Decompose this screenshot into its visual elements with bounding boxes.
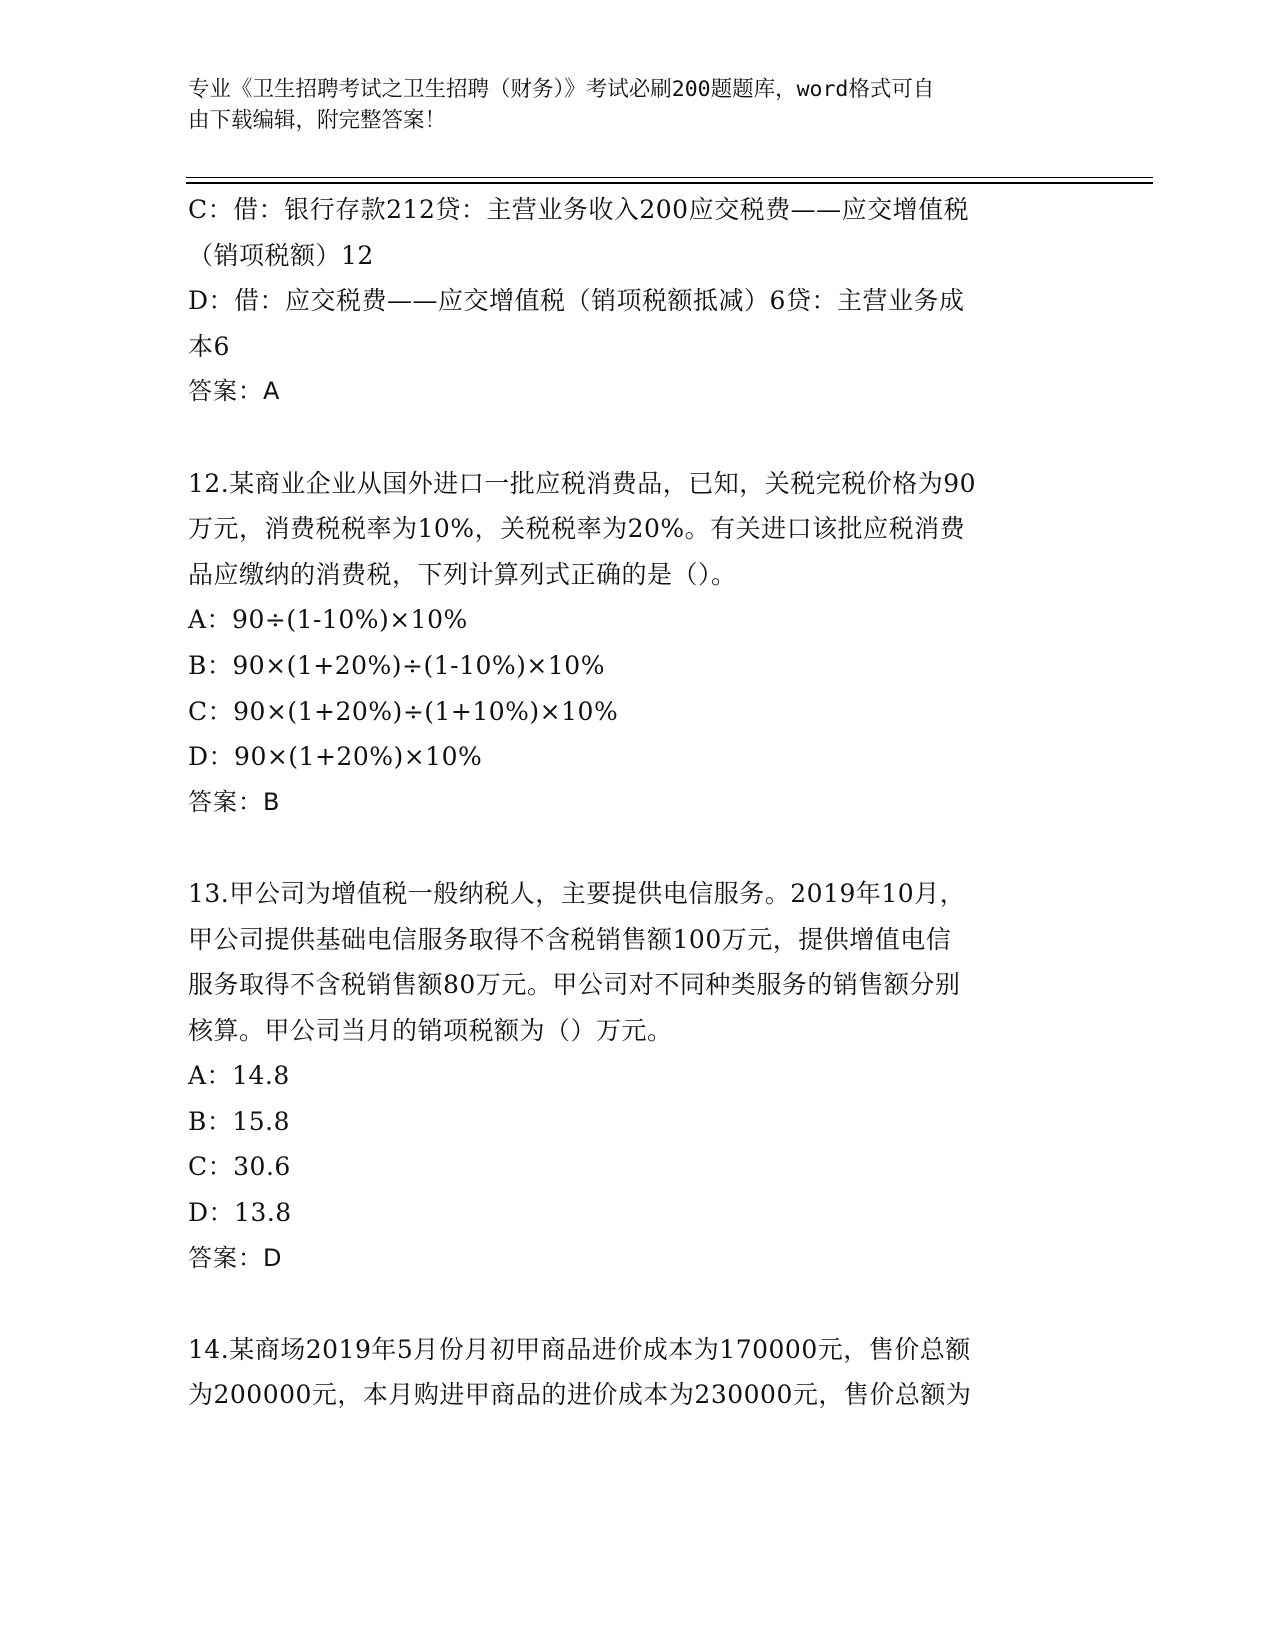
question-stem-line-1: 14.某商场2019年5月份月初甲商品进价成本为170000元，售价总额 [188,1334,971,1364]
question-14 [188,1327,1088,1418]
option-b: B：15.8 [188,1106,291,1136]
question-stem-line-3: 品应缴纳的消费税，下列计算列式正确的是（）。 [188,559,737,589]
option-c: C：90×(1+20%)÷(1+10%)×10% [188,696,619,726]
question-content [188,187,1088,1418]
question-stem-line-2: 为200000元，本月购进甲商品的进价成本为230000元，售价总额为 [188,1380,972,1410]
document-header [188,74,1068,136]
option-a: A：90÷(1-10%)×10% [188,605,468,635]
spacer [188,825,1088,871]
answer-label: 答案：D [188,1243,283,1272]
header-title-line-2: 由下载编辑，附完整答案！ [188,108,447,133]
question-11-tail [188,187,1088,415]
question-stem-line-3: 服务取得不含税销售额80万元。甲公司对不同种类服务的销售额分别 [188,970,961,1000]
option-c: C：30.6 [188,1152,291,1182]
option-c-line-2: （销项税额）12 [188,240,374,270]
question-12 [188,461,1088,826]
header-divider-thin [186,177,1153,178]
question-stem-line-2: 甲公司提供基础电信服务取得不含税销售额100万元，提供增值电信 [188,924,952,954]
question-stem-line-4: 核算。甲公司当月的销项税额为（）万元。 [188,1015,673,1045]
answer-label: 答案：B [188,787,281,816]
spacer [188,1281,1088,1327]
option-d-line-2: 本6 [188,331,230,361]
question-13 [188,871,1088,1281]
option-c-line-1: C：借：银行存款212贷：主营业务收入200应交税费——应交增值税 [188,195,970,224]
answer-label: 答案：A [188,377,281,406]
header-divider-thick [186,182,1153,184]
question-stem-line-2: 万元，消费税税率为10%，关税税率为20%。有关进口该批应税消费 [188,514,966,544]
option-a: A：14.8 [188,1061,290,1091]
spacer [188,415,1088,461]
question-stem-line-1: 12.某商业企业从国外进口一批应税消费品，已知，关税完税价格为90 [188,468,977,498]
header-title-line-1: 专业《卫生招聘考试之卫生招聘（财务）》考试必刷200题题库，word格式可自 [188,77,935,102]
option-d: D：13.8 [188,1198,292,1228]
question-stem-line-1: 13.甲公司为增值税一般纳税人，主要提供电信服务。2019年10月， [188,878,966,908]
option-b: B：90×(1+20%)÷(1-10%)×10% [188,650,605,680]
option-d-line-1: D：借：应交税费——应交增值税（销项税额抵减）6贷：主营业务成 [188,286,965,316]
option-d: D：90×(1+20%)×10% [188,742,483,772]
